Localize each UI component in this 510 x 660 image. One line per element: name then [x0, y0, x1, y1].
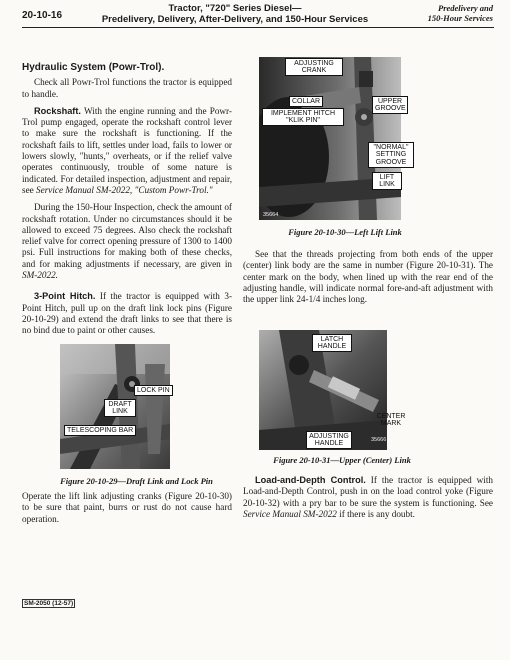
label-center-mark: CENTER MARK: [376, 412, 406, 428]
figure-30-photo-number: 35664: [263, 212, 279, 218]
load-depth-runin: Load-and-Depth Control.: [255, 475, 366, 485]
paragraph-upper-link: [243, 249, 493, 305]
rockshaft-text: With the engine running and the Powr-Trol pump engaged, operate the rockshaft control lever to make sure the rockshaft is functioning. If the rockshaft fails to lift, settles under load, fails to lower or lowers slowly, "hunts," overheats, or if the relief valve operates continuously, trouble of some nature is indicated. For detailed inspection, adjustment and repair, see: [22, 105, 232, 195]
label-latch-handle: LATCH HANDLE: [312, 334, 352, 352]
hitch-text: If the tractor is equipped with 3-Point Hitch, pull up on the draft link lock pins (Figure 20-10-29) and extend the draft links to see that there is no bind due to paint or other causes.: [22, 291, 233, 336]
paragraph-3-point-hitch: [22, 291, 232, 336]
figure-31-caption: Figure 20-10-31—Upper (Center) Link: [273, 455, 411, 465]
left-column-text: [22, 62, 232, 337]
figure-31-photo-number: 35666: [371, 437, 387, 443]
paragraph-rockshaft: [22, 106, 232, 196]
running-title-line1: Tractor, "720" Series Diesel—: [168, 3, 302, 14]
figure-29-caption: Figure 20-10-29—Draft Link and Lock Pin: [60, 476, 213, 486]
label-lift-link: LIFT LINK: [372, 172, 402, 190]
inspection-reference: SM-2022.: [22, 270, 58, 281]
label-adjusting-crank: ADJUSTING CRANK: [285, 58, 343, 76]
label-normal-setting-groove: "NORMAL" SETTING GROOVE: [368, 142, 414, 168]
hitch-runin: 3-Point Hitch.: [34, 291, 96, 302]
running-title: [85, 3, 385, 25]
running-title-line2: Predelivery, Delivery, After-Delivery, and 150-Hour Services: [101, 14, 369, 25]
upper-link-text: See that the threads projecting from both ends of the upper (center) link body are the same in number (Figure 20-10-31). The center mark on the body, when lined up with the rear end of the adjusting handle, will indicate normal fore-and-aft adjustment with the upper link 24-1/4 inches long.: [243, 249, 493, 305]
section-heading: Hydraulic System (Powr-Trol).: [22, 62, 165, 73]
load-depth-body: If the tractor is equipped with Load-and-Depth Control, push in on the load control yoke (Figure 20-10-32) with a pry bar to be sure the system is functioning. See: [243, 475, 493, 508]
paragraph-load-and-depth: [243, 475, 493, 520]
section-label-line2: 150-Hour Services: [427, 13, 493, 23]
paragraph-inspection: [22, 202, 232, 281]
load-depth-end: if there is any doubt.: [336, 508, 415, 519]
section-label-line1: Predelivery and: [438, 3, 493, 13]
rockshaft-reference: Service Manual SM-2022, "Custom Powr-Trol.": [36, 184, 213, 195]
load-depth-reference: Service Manual SM-2022: [243, 508, 337, 519]
left-lift-link-photo-image: [259, 57, 401, 220]
rockshaft-runin: Rockshaft.: [34, 105, 81, 116]
load-depth-text: [243, 475, 493, 520]
section-label: [365, 3, 493, 23]
footer-code: SM-2050 (12-57): [24, 600, 74, 607]
label-adjusting-handle: ADJUSTING HANDLE: [306, 431, 352, 449]
figure-30-photo: [259, 57, 401, 220]
label-collar: COLLAR: [289, 96, 323, 107]
header-rule: [22, 27, 494, 28]
label-implement-hitch-klik-pin: IMPLEMENT HITCH "KLIK PIN": [262, 108, 344, 126]
label-draft-link: DRAFT LINK: [104, 399, 136, 417]
label-lock-pin: LOCK PIN: [134, 385, 173, 396]
paragraph-powr-trol: Check all Powr-Trol functions the tractor is equipped to handle.: [22, 77, 232, 99]
paragraph-lift-link-cranks: Operate the lift link adjusting cranks (Figure 20-10-30) to be sure that paint, burrs or rust do not cause hard operation.: [22, 491, 232, 524]
figure-30-caption: Figure 20-10-30—Left Lift Link: [288, 227, 402, 237]
page-number: 20-10-16: [22, 10, 63, 21]
label-upper-groove: UPPER GROOVE: [372, 96, 408, 114]
label-telescoping-bar: TELESCOPING BAR: [64, 425, 136, 436]
inspection-text: During the 150-Hour Inspection, check the amount of rockshaft rotation. Under no circumstances should it be allowed to exceed 75 degrees. Also check the rockshaft relief valve for correct opening pressure of 1300 to 1400 psi. Full instructions for making both of these checks, and for making adjustments if necessary, are given in: [22, 202, 232, 269]
